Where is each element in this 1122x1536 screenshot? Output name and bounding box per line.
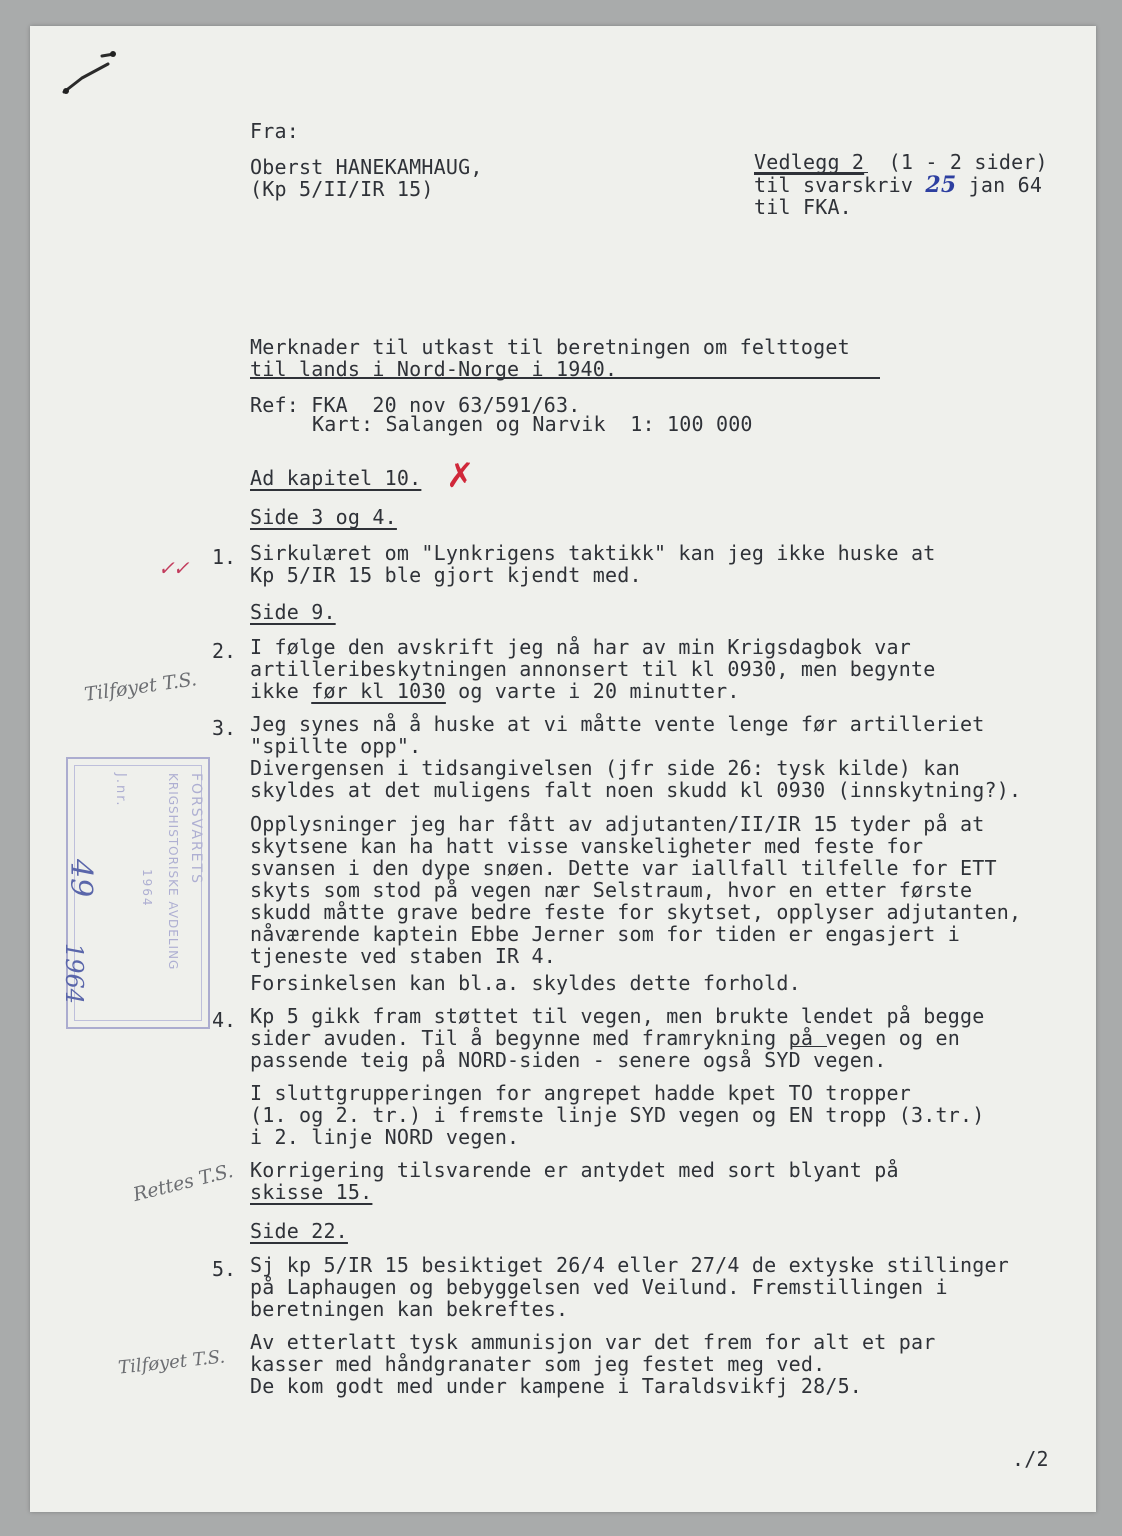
pencil-note-2: Rettes T.S. xyxy=(130,1159,236,1207)
heading-line1: Merknader til utkast til beretningen om felttoget xyxy=(250,335,850,359)
section-side-22: Side 22. xyxy=(250,1219,348,1243)
stamp-line-2: KRIGSHISTORISKE AVDELING xyxy=(166,773,180,971)
stamp-line-1: FORSVARETS xyxy=(188,773,204,885)
item-3b-line-6: nåværende kaptein Ebbe Jerner som for tiden er engasjert i xyxy=(250,922,960,946)
item-5-line-1: Sj kp 5/IR 15 besiktiget 26/4 eller 27/4 de extyske stillinger xyxy=(250,1253,1009,1277)
underlined-time: før kl 1030 xyxy=(311,679,446,703)
item-5b-line-3: De kom godt med under kampene i Taraldsvikfj 28/5. xyxy=(250,1374,863,1398)
item-4-line-1: Kp 5 gikk fram støttet til vegen, men brukte lendet på begge xyxy=(250,1004,985,1028)
item-3c-line: Forsinkelsen kan bl.a. skyldes dette forhold. xyxy=(250,971,801,995)
attachment-title: Vedlegg 2 xyxy=(754,150,865,174)
red-cross-mark: ✗ xyxy=(446,456,475,496)
item-5b-line-2: kasser med håndgranater som jeg festet meg ved. xyxy=(250,1352,826,1376)
attachment-line2: til svarskriv 25 jan 64 xyxy=(754,172,1043,198)
item-number-5: 5. xyxy=(212,1257,237,1281)
sender-unit: (Kp 5/II/IR 15) xyxy=(250,177,434,201)
item-number-2: 2. xyxy=(212,639,237,663)
reference-map: Kart: Salangen og Narvik 1: 100 000 xyxy=(312,412,753,436)
stamp-year-handwritten: 1964 xyxy=(60,943,88,1005)
item-3-line-4: skyldes at det muligens falt noen skudd kl 0930 (innskytning?). xyxy=(250,778,1022,802)
item-number-4: 4. xyxy=(212,1008,237,1032)
pencil-note-1: Tilføyet T.S. xyxy=(83,668,199,706)
punch-mark-icon xyxy=(58,44,128,100)
item-3b-line-4: skyts som stod på vegen nær Selstraum, hvor en etter første xyxy=(250,878,973,902)
item-number-1: 1. xyxy=(212,545,237,569)
attachment-line3: til FKA. xyxy=(754,195,852,219)
item-2-line-2: artilleribeskytningen annonsert til kl 0930, men begynte xyxy=(250,657,936,681)
item-3b-line-7: tjeneste ved staben IR 4. xyxy=(250,944,557,968)
item-3-line-2: "spillte opp". xyxy=(250,734,422,758)
item-3b-line-1: Opplysninger jeg har fått av adjutanten/II/IR 15 tyder på at xyxy=(250,812,985,836)
sender-name: Oberst HANEKAMHAUG, xyxy=(250,155,483,179)
attachment-underline xyxy=(754,172,868,173)
item-2-line-1: I følge den avskrift jeg nå har av min Krigsdagbok var xyxy=(250,635,912,659)
chapter-title: Ad kapitel 10. xyxy=(250,466,422,490)
underline-pa xyxy=(791,1046,827,1047)
archive-stamp xyxy=(60,757,210,1029)
check-marks-icon: ✓✓ xyxy=(158,556,188,580)
item-5b-line-1: Av etterlatt tysk ammunisjon var det frem for alt et par xyxy=(250,1330,936,1354)
item-1-line-2: Kp 5/IR 15 ble gjort kjendt med. xyxy=(250,563,642,587)
item-number-3: 3. xyxy=(212,716,237,740)
item-1-line-1: Sirkulæret om "Lynkrigens taktikk" kan jeg ikke huske at xyxy=(250,541,936,565)
attachment-pages: (1 - 2 sider) xyxy=(888,150,1048,174)
item-3b-line-2: skytsene kan ha hatt visse vanskeligheter med feste for xyxy=(250,834,924,858)
item-2-line-3: ikke før kl 1030 og varte i 20 minutter. xyxy=(250,679,740,703)
stamp-line-3: J.nr. xyxy=(113,773,128,808)
item-4-line-2: sider avuden. Til å begynne med framrykning på vegen og en xyxy=(250,1026,960,1050)
attachment-line1 xyxy=(754,151,1048,173)
section-side-9: Side 9. xyxy=(250,600,336,624)
item-5-line-3: beretningen kan bekreftes. xyxy=(250,1297,569,1321)
heading-underline xyxy=(250,377,880,379)
heading-line2: til lands i Nord-Norge i 1940. xyxy=(250,357,618,381)
item-3-line-1: Jeg synes nå å huske at vi måtte vente lenge før artilleriet xyxy=(250,712,985,736)
item-4c-line-2: skisse 15. xyxy=(250,1180,373,1204)
stamp-number: 49 xyxy=(63,859,98,898)
item-5-line-2: på Laphaugen og bebyggelsen ved Veilund. Fremstillingen i xyxy=(250,1275,948,1299)
sender-label: Fra: xyxy=(250,119,299,143)
item-4b-line-2: (1. og 2. tr.) i fremste linje SYD vegen og EN tropp (3.tr.) xyxy=(250,1103,985,1127)
item-4c-line-1: Korrigering tilsvarende er antydet med sort blyant på xyxy=(250,1158,899,1182)
handwritten-day: 25 xyxy=(925,172,957,198)
item-4-line-3: passende teig på NORD-siden - senere også SYD vegen. xyxy=(250,1048,887,1072)
item-4b-line-3: i 2. linje NORD vegen. xyxy=(250,1125,520,1149)
item-3b-line-5: skudd måtte grave bedre feste for skytset, opplyser adjutanten, xyxy=(250,900,1022,924)
stamp-line-4: 1964 xyxy=(140,869,154,908)
item-4b-line-1: I sluttgrupperingen for angrepet hadde kpet TO tropper xyxy=(250,1081,912,1105)
section-side-3-4: Side 3 og 4. xyxy=(250,505,397,529)
pencil-note-3: Tilføyet T.S. xyxy=(117,1346,227,1379)
item-3-line-3: Divergensen i tidsangivelsen (jfr side 26: tysk kilde) kan xyxy=(250,756,960,780)
item-3b-line-3: svansen i den dype snøen. Dette var iallfall tilfelle for ETT xyxy=(250,856,997,880)
reference-ref: Ref: FKA 20 nov 63/591/63. xyxy=(250,393,581,417)
next-page-marker: ./2 xyxy=(1012,1447,1049,1471)
